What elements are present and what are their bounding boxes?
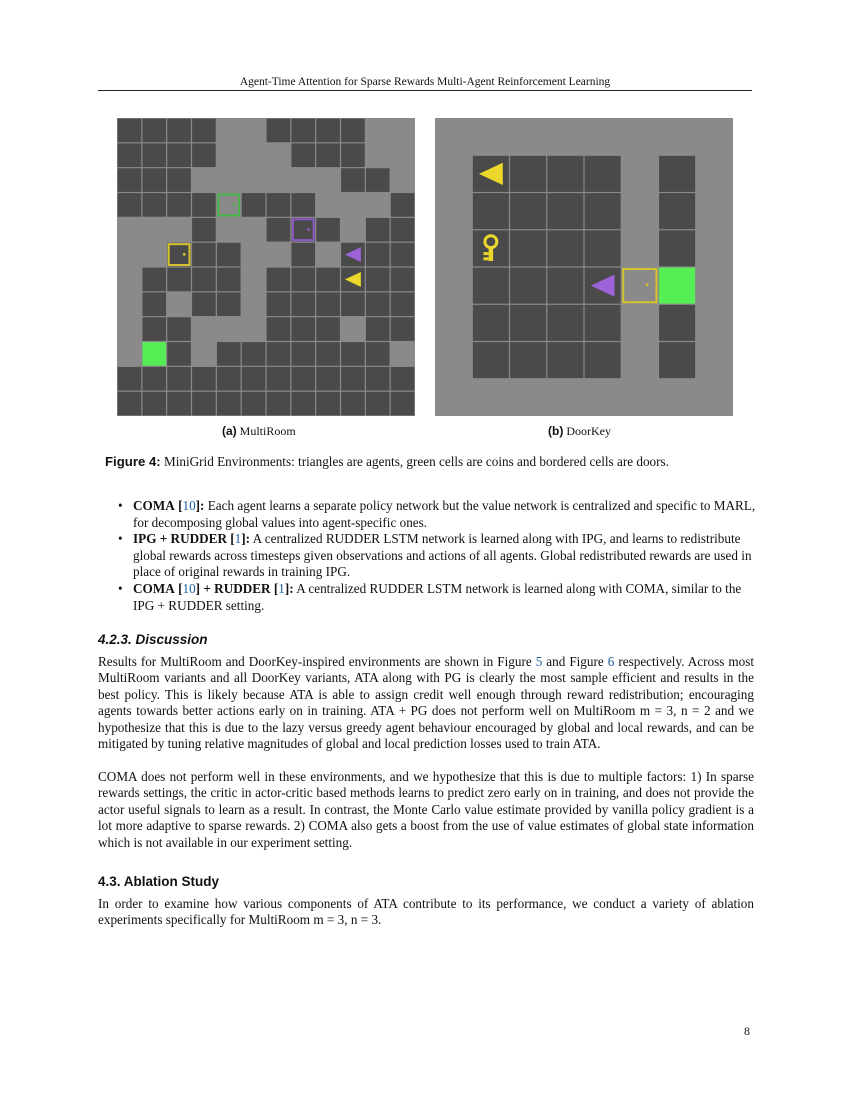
- floor-cell: [118, 119, 142, 143]
- floor-cell: [167, 392, 191, 416]
- floor-cell: [510, 156, 546, 192]
- floor-cell: [118, 367, 142, 391]
- floor-cell: [142, 168, 166, 192]
- green-door-knob: [233, 203, 236, 206]
- citation-link[interactable]: 1: [234, 531, 242, 547]
- figure-caption: [105, 454, 755, 470]
- floor-cell: [291, 392, 315, 416]
- floor-cell: [142, 392, 166, 416]
- floor-cell: [142, 317, 166, 341]
- floor-cell: [391, 218, 415, 242]
- floor-cell: [366, 392, 390, 416]
- floor-cell: [167, 143, 191, 167]
- floor-cell: [217, 367, 241, 391]
- floor-cell: [217, 342, 241, 366]
- floor-cell: [167, 193, 191, 217]
- floor-cell: [316, 367, 340, 391]
- list-item-coma: • COMA [10]: Each agent learns a separate policy network but the value network is centralized and specific to MARL, for decomposing global values into agent-specific ones.: [118, 498, 758, 531]
- floor-cell: [341, 392, 365, 416]
- floor-cell: [291, 268, 315, 292]
- floor-cell: [242, 342, 266, 366]
- section-heading-ablation: 4.3. Ablation Study: [98, 874, 220, 889]
- floor-cell: [267, 268, 291, 292]
- subcaption-b: [548, 424, 611, 439]
- key-shaft: [489, 246, 493, 261]
- bullet-text: A centralized RUDDER LSTM network is learned along with COMA, similar to the IPG + RUDDER setting.: [133, 580, 742, 613]
- floor-cell: [217, 268, 241, 292]
- floor-cell: [391, 392, 415, 416]
- yellow-door: [623, 269, 656, 302]
- ablation-paragraph: In order to examine how various components of ATA contribute to its performance, we conduct a variety of ablation experiments specifically for MultiRoom m = 3, n = 3.: [98, 896, 754, 928]
- floor-cell: [341, 119, 365, 143]
- text-run: and Figure: [546, 654, 604, 669]
- floor-cell: [118, 392, 142, 416]
- floor-cell: [585, 193, 621, 229]
- floor-cell: [473, 193, 509, 229]
- floor-cell: [366, 243, 390, 267]
- bullet-text: Each agent learns a separate policy network but the value network is centralized and specific to MARL, for decomposing global values into agent-specific ones.: [133, 498, 756, 530]
- floor-cell: [316, 268, 340, 292]
- bullet-name: COMA: [133, 498, 175, 513]
- floor-cell: [167, 317, 191, 341]
- purple-door-knob: [307, 228, 310, 231]
- discussion-paragraph-1: [98, 654, 754, 752]
- floor-cell: [659, 342, 695, 378]
- floor-cell: [510, 230, 546, 266]
- floor-cell: [659, 193, 695, 229]
- floor-cell: [118, 143, 142, 167]
- floor-cell: [267, 367, 291, 391]
- floor-cell: [659, 230, 695, 266]
- floor-cell: [167, 119, 191, 143]
- floor-cell: [366, 292, 390, 316]
- citation-link[interactable]: 10: [182, 580, 196, 596]
- floor-cell: [316, 292, 340, 316]
- floor-cell: [142, 367, 166, 391]
- running-head: Agent-Time Attention for Sparse Rewards Multi-Agent Reinforcement Learning: [239, 76, 611, 88]
- floor-cell: [192, 243, 216, 267]
- key-tooth: [483, 257, 488, 260]
- floor-cell: [167, 243, 191, 267]
- floor-cell: [118, 193, 142, 217]
- floor-cell: [391, 367, 415, 391]
- floor-cell: [391, 317, 415, 341]
- floor-cell: [547, 305, 583, 341]
- yellow-door-knob: [646, 283, 649, 286]
- floor-cell: [585, 342, 621, 378]
- text-run: respectively. Across most MultiRoom variants and all DoorKey variants, ATA along with PG is clearly the most sample efficient and results in the best policy. This is likely because ATA is able to assign credit well enough through reward redistribution; encouraging agents towards better actions early on in training. ATA + PG does not perform well on MultiRoom m = 3, n = 2 and we hypothesize that this is due to the lazy versus greedy agent behaviour encouraged by global and local rewards, and can be mitigated by tuning relative magnitudes of global and local prediction losses used to train ATA.: [98, 654, 755, 752]
- floor-cell: [585, 305, 621, 341]
- floor-cell: [167, 342, 191, 366]
- floor-cell: [192, 119, 216, 143]
- bullet-text: A centralized RUDDER LSTM network is learned along with IPG, and learns to redistribute global rewards across timesteps given observations and actions of all agents. Global redistributed rewards are used in place of original rewards in training IPG.: [133, 531, 752, 580]
- subcaption-a: [222, 424, 296, 439]
- section-heading-discussion: 4.2.3. Discussion: [98, 632, 208, 647]
- bullet-name: COMA: [133, 580, 175, 596]
- floor-cell: [473, 305, 509, 341]
- floor-cell: [291, 317, 315, 341]
- floor-cell: [341, 168, 365, 192]
- discussion-paragraph-2: COMA does not perform well in these environments, and we hypothesize that this is due to multiple factors: 1) In sparse rewards settings, the critic in actor-critic based methods learns to predict zero early on in training, and does not provide the actor useful signals to learn as a result. In contrast, the Monte Carlo value estimate provided by vanilla policy gradient is a lot more adaptive to sparse rewards. 2) COMA also gets a boost from the use of value estimates of global state information which is not available in our experiment setting.: [98, 769, 754, 850]
- floor-cell: [192, 218, 216, 242]
- floor-cell: [585, 230, 621, 266]
- floor-cell: [366, 268, 390, 292]
- figure-caption-label: Figure 4:: [105, 454, 161, 469]
- floor-cell: [142, 119, 166, 143]
- floor-cell: [316, 119, 340, 143]
- doorkey-grid-image: [435, 118, 733, 416]
- floor-cell: [242, 392, 266, 416]
- bullet-name: + RUDDER: [203, 580, 271, 596]
- floor-cell: [267, 342, 291, 366]
- floor-cell: [341, 342, 365, 366]
- yellow-door-knob: [183, 253, 186, 256]
- floor-cell: [118, 168, 142, 192]
- floor-cell: [316, 392, 340, 416]
- subcaption-b-label: (b): [548, 424, 564, 438]
- text-run: Results for MultiRoom and DoorKey-inspired environments are shown in Figure: [98, 654, 532, 669]
- floor-cell: [391, 193, 415, 217]
- floor-cell: [316, 143, 340, 167]
- floor-cell: [267, 193, 291, 217]
- floor-cell: [267, 392, 291, 416]
- floor-cell: [391, 292, 415, 316]
- floor-cell: [267, 218, 291, 242]
- floor-cell: [167, 168, 191, 192]
- floor-cell: [366, 342, 390, 366]
- floor-cell: [341, 143, 365, 167]
- figure-caption-text: MiniGrid Environments: triangles are agents, green cells are coins and bordered cells are doors.: [163, 454, 669, 469]
- citation-link[interactable]: 1: [278, 580, 285, 596]
- floor-cell: [547, 268, 583, 304]
- floor-cell: [659, 305, 695, 341]
- floor-cell: [547, 342, 583, 378]
- list-item-coma-rudder: • COMA [10] + RUDDER [1]: A centralized RUDDER LSTM network is learned along with COMA, similar to the IPG + RUDDER setting.: [118, 581, 758, 614]
- citation-link[interactable]: 10: [182, 498, 196, 513]
- floor-cell: [267, 119, 291, 143]
- floor-cell: [291, 143, 315, 167]
- floor-cell: [547, 156, 583, 192]
- floor-cell: [510, 342, 546, 378]
- floor-cell: [142, 292, 166, 316]
- floor-cell: [510, 268, 546, 304]
- floor-cell: [192, 392, 216, 416]
- floor-cell: [659, 156, 695, 192]
- doorkey-grid: [435, 118, 733, 416]
- floor-cell: [217, 243, 241, 267]
- header-rule: [98, 90, 752, 91]
- floor-cell: [167, 268, 191, 292]
- floor-cell: [291, 342, 315, 366]
- list-item-ipg-rudder: • IPG + RUDDER [1]: A centralized RUDDER LSTM network is learned along with IPG, and learns to redistribute global rewards across timesteps given observations and actions of all agents. Global redistributed rewards are used in place of original rewards in training IPG.: [118, 531, 758, 581]
- floor-cell: [217, 292, 241, 316]
- coin-cell: [659, 268, 695, 304]
- floor-cell: [291, 243, 315, 267]
- floor-cell: [242, 367, 266, 391]
- floor-cell: [341, 292, 365, 316]
- multiroom-grid: [117, 118, 415, 416]
- floor-cell: [291, 292, 315, 316]
- floor-cell: [366, 218, 390, 242]
- floor-cell: [341, 367, 365, 391]
- floor-cell: [192, 268, 216, 292]
- floor-cell: [217, 392, 241, 416]
- floor-cell: [316, 218, 340, 242]
- floor-cell: [142, 193, 166, 217]
- floor-cell: [391, 268, 415, 292]
- page-number: 8: [744, 1024, 750, 1038]
- floor-cell: [316, 342, 340, 366]
- green-door: [218, 195, 239, 216]
- floor-cell: [142, 143, 166, 167]
- multiroom-grid-image: [117, 118, 415, 416]
- floor-cell: [267, 317, 291, 341]
- floor-cell: [366, 367, 390, 391]
- floor-cell: [192, 367, 216, 391]
- floor-cell: [142, 268, 166, 292]
- floor-cell: [510, 193, 546, 229]
- floor-cell: [473, 268, 509, 304]
- floor-cell: [242, 193, 266, 217]
- figure-5-link[interactable]: 5: [535, 654, 543, 669]
- subcaption-a-text: MultiRoom: [239, 424, 296, 438]
- key-tooth: [483, 252, 488, 255]
- floor-cell: [366, 317, 390, 341]
- coin-cell: [142, 342, 166, 366]
- subcaption-a-label: (a): [222, 424, 237, 438]
- floor-cell: [391, 243, 415, 267]
- floor-cell: [316, 317, 340, 341]
- floor-cell: [473, 342, 509, 378]
- floor-cell: [585, 156, 621, 192]
- floor-cell: [366, 168, 390, 192]
- floor-cell: [291, 193, 315, 217]
- floor-cell: [547, 230, 583, 266]
- floor-cell: [267, 292, 291, 316]
- floor-cell: [291, 367, 315, 391]
- subcaption-b-text: DoorKey: [566, 424, 611, 438]
- floor-cell: [192, 292, 216, 316]
- baseline-list: [118, 498, 758, 614]
- floor-cell: [291, 119, 315, 143]
- figure-6-link[interactable]: 6: [607, 654, 615, 669]
- floor-cell: [510, 305, 546, 341]
- floor-cell: [547, 193, 583, 229]
- floor-cell: [291, 218, 315, 242]
- floor-cell: [192, 143, 216, 167]
- floor-cell: [167, 367, 191, 391]
- bullet-name: IPG + RUDDER: [133, 531, 227, 547]
- floor-cell: [192, 193, 216, 217]
